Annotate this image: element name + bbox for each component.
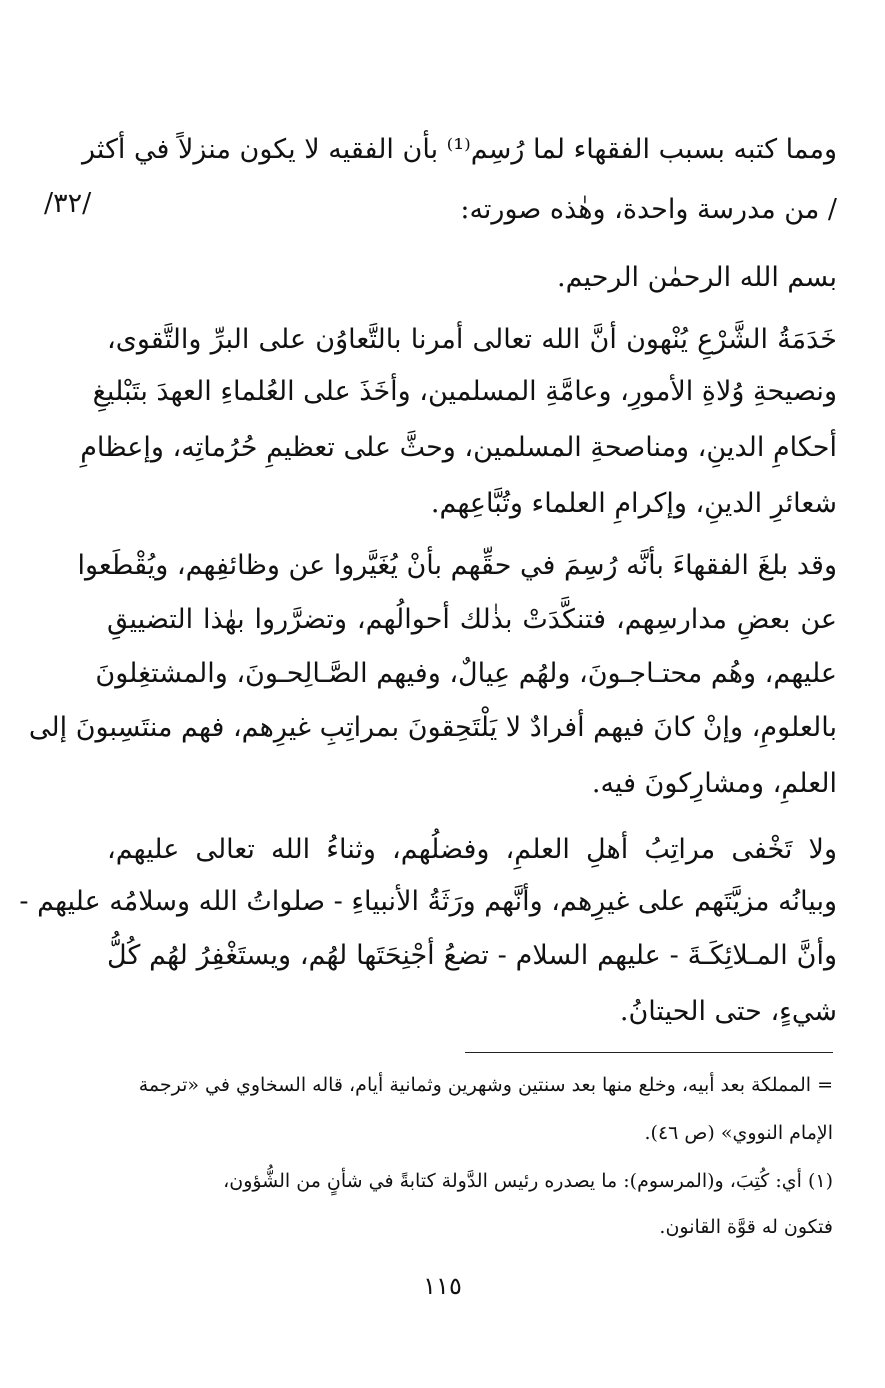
body-line-8: وقد بلغَ الفقهاءَ بأنَّه رُسِمَ في حقِّهم بأنْ يُغَيَّروا عن وظائفِهم، ويُقْطَعوا <box>77 550 837 581</box>
body-line-12: العلمِ، ومشارِكونَ فيه. <box>591 768 837 799</box>
body-line-2: / من مدرسة واحدة، وهٰذه صورته: <box>460 194 837 225</box>
manuscript-folio-marker: /٣٢/ <box>44 188 92 219</box>
body-line-16: شيءٍ، حتى الحيتانُ. <box>619 996 837 1027</box>
body-line-11: بالعلومِ، وإنْ كانَ فيهم أفرادٌ لا يَلْتَحِقونَ بمراتِبِ غيرِهم، فهم منتَسِبونَ إلى <box>28 712 837 743</box>
footnote-separator <box>465 1052 833 1053</box>
body-line-14: وبيانُه مزيَّتَهم على غيرِهم، وأنَّهم ورَثَةُ الأنبياءِ - صلواتُ الله وسلامُه عليهم - <box>19 886 837 917</box>
body-line-5: ونصيحةِ وُلاةِ الأمورِ، وعامَّةِ المسلمين، وأخَذَ على العُلماءِ العهدَ بتَبْليغِ <box>92 376 837 407</box>
body-line-4: خَدَمَةُ الشَّرْعِ يُنْهون أنَّ الله تعالى أمرنا بالتَّعاوُن على البرِّ والتَّقوى، <box>107 324 837 355</box>
basmala-line: بسم الله الرحمٰن الرحيم. <box>557 262 837 293</box>
body-line-7: شعائرِ الدينِ، وإكرامِ العلماء وتُبَّاعِهم. <box>430 488 837 519</box>
footnote-line-4: فتكون له قوَّة القانون. <box>659 1216 833 1238</box>
body-line-6: أحكامِ الدينِ، ومناصحةِ المسلمين، وحثَّ على تعظيمِ حُرُماتِه، وإعظامِ <box>80 432 837 463</box>
body-line-9: عن بعضِ مدارسِهم، فتنكَّدَتْ بذٰلك أحوالُهم، وتضرَّروا بهٰذا التضييقِ <box>107 604 837 635</box>
body-line-13: ولا تَخْفى مراتِبُ أهلِ العلمِ، وفضلُهم، وثناءُ الله تعالى عليهم، <box>107 834 837 865</box>
footnote-line-1: = المملكة بعد أبيه، وخلع منها بعد سنتين وشهرين وثمانية أيام، قاله السخاوي في «ترجمة <box>138 1074 833 1096</box>
body-line-15: وأنَّ المـلائِكَـةَ - عليهم السلام - تضعُ أجْنِحَتَها لهُم، ويستَغْفِرُ لهُم كُلُّ <box>107 940 837 971</box>
footnote-line-2: الإمام النووي» (ص ٤٦). <box>644 1122 833 1144</box>
body-line-1: ومما كتبه بسبب الفقهاء لما رُسِم⁽¹⁾ بأن الفقيه لا يكون منزلاً في أكثر <box>82 134 837 165</box>
body-line-10: عليهم، وهُم محتـاجـونَ، ولهُم عِيالٌ، وفيهم الصَّـالِحـونَ، والمشتغِلونَ <box>95 658 837 689</box>
footnote-line-3: (١) أي: كُتِبَ، و(المرسوم): ما يصدره رئيس الدَّولة كتابةً في شأنٍ من الشُّؤون، <box>223 1170 833 1192</box>
page-number: ١١٥ <box>423 1272 462 1300</box>
